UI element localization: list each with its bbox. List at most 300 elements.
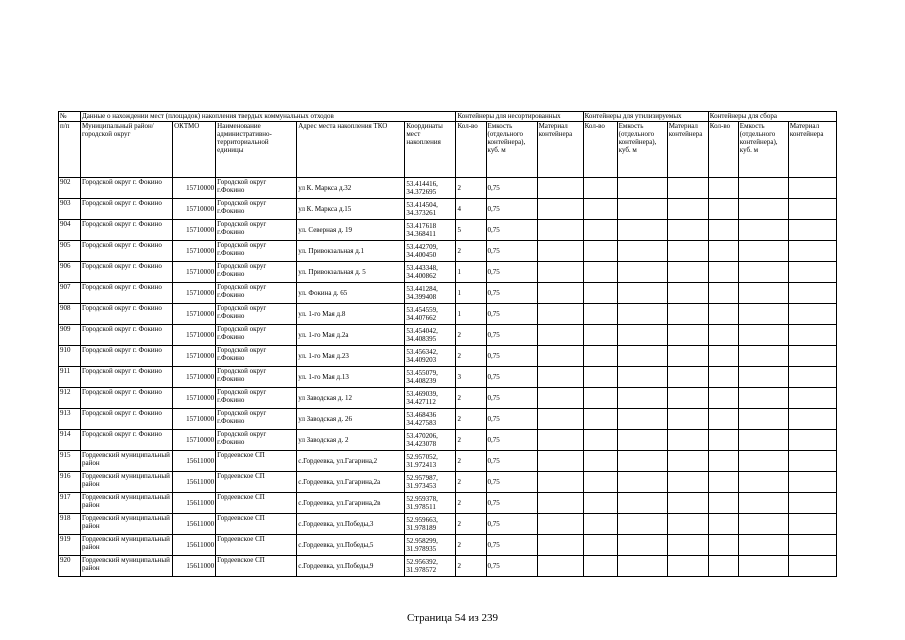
row-collect-material bbox=[788, 346, 836, 367]
row-unsorted-count: 2 bbox=[456, 556, 486, 577]
row-unsorted-volume: 0,75 bbox=[486, 535, 537, 556]
row-collect-count bbox=[708, 367, 738, 388]
row-recycle-material bbox=[667, 346, 708, 367]
row-recycle-material bbox=[667, 199, 708, 220]
row-unsorted-material bbox=[537, 283, 583, 304]
row-recycle-material bbox=[667, 262, 708, 283]
row-recycle-count bbox=[583, 388, 617, 409]
row-collect-count bbox=[708, 304, 738, 325]
row-collect-count bbox=[708, 220, 738, 241]
row-unsorted-material bbox=[537, 535, 583, 556]
row-coordinates: 53.454042, 34.408395 bbox=[405, 325, 456, 346]
row-recycle-material bbox=[667, 325, 708, 346]
row-oktmo: 15611000 bbox=[173, 556, 216, 577]
row-admin-unit: Городской округ г.Фокино bbox=[216, 220, 297, 241]
row-unsorted-material bbox=[537, 199, 583, 220]
row-recycle-material bbox=[667, 304, 708, 325]
row-recycle-material bbox=[667, 535, 708, 556]
row-recycle-material bbox=[667, 451, 708, 472]
row-oktmo: 15710000 bbox=[173, 304, 216, 325]
row-collect-material bbox=[788, 430, 836, 451]
row-number: 906 bbox=[59, 262, 81, 283]
row-recycle-count bbox=[583, 535, 617, 556]
row-recycle-material bbox=[667, 472, 708, 493]
row-municipal: Гордеевский муниципальный район bbox=[81, 556, 173, 577]
header-row-columns bbox=[59, 122, 837, 178]
row-municipal: Городской округ г. Фокино bbox=[81, 283, 173, 304]
row-municipal: Городской округ г. Фокино bbox=[81, 178, 173, 199]
row-unsorted-count: 2 bbox=[456, 535, 486, 556]
row-number: 909 bbox=[59, 325, 81, 346]
row-collect-volume bbox=[738, 262, 788, 283]
table-row bbox=[59, 514, 837, 535]
row-collect-material bbox=[788, 241, 836, 262]
row-collect-volume bbox=[738, 472, 788, 493]
row-unsorted-material bbox=[537, 556, 583, 577]
row-collect-material bbox=[788, 283, 836, 304]
row-collect-volume bbox=[738, 346, 788, 367]
row-collect-material bbox=[788, 262, 836, 283]
row-address: ул. Фокина д. 65 bbox=[297, 283, 405, 304]
row-unsorted-volume: 0,75 bbox=[486, 367, 537, 388]
row-municipal: Городской округ г. Фокино bbox=[81, 325, 173, 346]
row-coordinates: 53.455079, 34.408239 bbox=[405, 367, 456, 388]
header-unsorted-volume: Емкость (отдельного контейнера), куб. м bbox=[486, 122, 537, 178]
row-unsorted-material bbox=[537, 430, 583, 451]
row-collect-material bbox=[788, 535, 836, 556]
row-recycle-count bbox=[583, 178, 617, 199]
row-unsorted-count: 2 bbox=[456, 178, 486, 199]
header-row-groups bbox=[59, 112, 837, 122]
table-row bbox=[59, 199, 837, 220]
row-unsorted-volume: 0,75 bbox=[486, 514, 537, 535]
row-oktmo: 15710000 bbox=[173, 325, 216, 346]
row-collect-volume bbox=[738, 556, 788, 577]
row-collect-count bbox=[708, 430, 738, 451]
row-coordinates: 53.469039, 34.427112 bbox=[405, 388, 456, 409]
row-collect-material bbox=[788, 514, 836, 535]
row-unsorted-count: 2 bbox=[456, 493, 486, 514]
row-unsorted-volume: 0,75 bbox=[486, 346, 537, 367]
row-admin-unit: Городской округ г.Фокино bbox=[216, 409, 297, 430]
table-body bbox=[59, 178, 837, 577]
page-number: Страница 54 из 239 bbox=[406, 612, 499, 624]
row-number: 919 bbox=[59, 535, 81, 556]
row-municipal: Гордеевский муниципальный район bbox=[81, 451, 173, 472]
row-collect-volume bbox=[738, 430, 788, 451]
row-collect-count bbox=[708, 346, 738, 367]
table-row bbox=[59, 178, 837, 199]
row-number: 912 bbox=[59, 388, 81, 409]
row-recycle-count bbox=[583, 493, 617, 514]
row-coordinates: 53.454559, 34.407662 bbox=[405, 304, 456, 325]
row-coordinates: 52.959378, 31.978511 bbox=[405, 493, 456, 514]
row-collect-count bbox=[708, 241, 738, 262]
row-address: ул. Привокзальная д.1 bbox=[297, 241, 405, 262]
row-address: с.Гордеевка, ул.Победы,5 bbox=[297, 535, 405, 556]
table-row bbox=[59, 451, 837, 472]
header-admin-unit: Наименование административно-территориальной единицы bbox=[216, 122, 297, 178]
header-num-top: № bbox=[59, 112, 81, 122]
row-unsorted-material bbox=[537, 451, 583, 472]
row-admin-unit: Городской округ г.Фокино bbox=[216, 178, 297, 199]
row-municipal: Городской округ г. Фокино bbox=[81, 241, 173, 262]
row-collect-volume bbox=[738, 514, 788, 535]
row-recycle-count bbox=[583, 304, 617, 325]
row-number: 904 bbox=[59, 220, 81, 241]
row-coordinates: 52.957987, 31.973453 bbox=[405, 472, 456, 493]
row-unsorted-count: 2 bbox=[456, 451, 486, 472]
row-municipal: Городской округ г. Фокино bbox=[81, 388, 173, 409]
row-collect-count bbox=[708, 199, 738, 220]
row-recycle-count bbox=[583, 262, 617, 283]
row-admin-unit: Городской округ г.Фокино bbox=[216, 430, 297, 451]
row-oktmo: 15710000 bbox=[173, 346, 216, 367]
table-row bbox=[59, 304, 837, 325]
row-number: 918 bbox=[59, 514, 81, 535]
row-number: 920 bbox=[59, 556, 81, 577]
header-oktmo: ОКТМО bbox=[173, 122, 216, 178]
row-address: ул. 1-го Мая д.2а bbox=[297, 325, 405, 346]
row-coordinates: 53.470206, 34.423078 bbox=[405, 430, 456, 451]
row-recycle-count bbox=[583, 556, 617, 577]
table-row bbox=[59, 472, 837, 493]
row-admin-unit: Городской округ г.Фокино bbox=[216, 199, 297, 220]
header-collect-material: Материал контейнера bbox=[788, 122, 836, 178]
row-recycle-count bbox=[583, 283, 617, 304]
row-recycle-material bbox=[667, 493, 708, 514]
row-collect-volume bbox=[738, 241, 788, 262]
row-unsorted-volume: 0,75 bbox=[486, 556, 537, 577]
row-unsorted-volume: 0,75 bbox=[486, 325, 537, 346]
row-unsorted-volume: 0,75 bbox=[486, 304, 537, 325]
row-number: 917 bbox=[59, 493, 81, 514]
row-address: ул Заводская д. 12 bbox=[297, 388, 405, 409]
row-admin-unit: Городской округ г.Фокино bbox=[216, 241, 297, 262]
row-unsorted-material bbox=[537, 325, 583, 346]
row-collect-count bbox=[708, 409, 738, 430]
row-address: ул. Северная д. 19 bbox=[297, 220, 405, 241]
row-address: с.Гордеевка, ул.Победы,9 bbox=[297, 556, 405, 577]
row-collect-volume bbox=[738, 283, 788, 304]
row-unsorted-count: 4 bbox=[456, 199, 486, 220]
row-address: с.Гордеевка, ул.Победы,3 bbox=[297, 514, 405, 535]
table-row bbox=[59, 283, 837, 304]
header-recycle-material: Материал контейнера bbox=[667, 122, 708, 178]
row-oktmo: 15611000 bbox=[173, 535, 216, 556]
row-collect-material bbox=[788, 367, 836, 388]
row-collect-count bbox=[708, 283, 738, 304]
row-unsorted-material bbox=[537, 178, 583, 199]
header-unsorted-material: Материал контейнера bbox=[537, 122, 583, 178]
row-number: 903 bbox=[59, 199, 81, 220]
row-recycle-count bbox=[583, 451, 617, 472]
row-municipal: Гордеевский муниципальный район bbox=[81, 514, 173, 535]
header-collect-count: Кол-во bbox=[708, 122, 738, 178]
row-coordinates: 53.417618 34.368411 bbox=[405, 220, 456, 241]
row-number: 908 bbox=[59, 304, 81, 325]
row-collect-material bbox=[788, 199, 836, 220]
row-coordinates: 52.957052, 31.972413 bbox=[405, 451, 456, 472]
row-unsorted-material bbox=[537, 472, 583, 493]
row-number: 914 bbox=[59, 430, 81, 451]
row-collect-volume bbox=[738, 220, 788, 241]
row-unsorted-volume: 0,75 bbox=[486, 220, 537, 241]
table-row bbox=[59, 535, 837, 556]
row-collect-volume bbox=[738, 535, 788, 556]
row-collect-volume bbox=[738, 199, 788, 220]
row-collect-count bbox=[708, 556, 738, 577]
row-unsorted-material bbox=[537, 241, 583, 262]
row-collect-volume bbox=[738, 178, 788, 199]
row-unsorted-count: 2 bbox=[456, 346, 486, 367]
row-unsorted-material bbox=[537, 346, 583, 367]
row-recycle-material bbox=[667, 388, 708, 409]
row-municipal: Городской округ г. Фокино bbox=[81, 220, 173, 241]
row-collect-volume bbox=[738, 451, 788, 472]
row-recycle-material bbox=[667, 556, 708, 577]
row-oktmo: 15611000 bbox=[173, 493, 216, 514]
row-unsorted-count: 3 bbox=[456, 367, 486, 388]
row-unsorted-count: 2 bbox=[456, 409, 486, 430]
row-coordinates: 53.414504, 34.373261 bbox=[405, 199, 456, 220]
row-coordinates: 53.443348, 34.400862 bbox=[405, 262, 456, 283]
row-number: 916 bbox=[59, 472, 81, 493]
row-recycle-count bbox=[583, 430, 617, 451]
row-municipal: Городской округ г. Фокино bbox=[81, 199, 173, 220]
row-municipal: Городской округ г. Фокино bbox=[81, 430, 173, 451]
row-unsorted-volume: 0,75 bbox=[486, 241, 537, 262]
row-address: ул. Привокзальная д. 5 bbox=[297, 262, 405, 283]
row-coordinates: 53.414416, 34.372695 bbox=[405, 178, 456, 199]
row-municipal: Гордеевский муниципальный район bbox=[81, 472, 173, 493]
row-collect-count bbox=[708, 262, 738, 283]
row-address: ул Заводская д. 2 bbox=[297, 430, 405, 451]
row-oktmo: 15710000 bbox=[173, 388, 216, 409]
row-address: ул К. Маркса д.15 bbox=[297, 199, 405, 220]
row-address: ул К. Маркса д.32 bbox=[297, 178, 405, 199]
row-municipal: Гордеевский муниципальный район bbox=[81, 493, 173, 514]
row-collect-volume bbox=[738, 493, 788, 514]
row-unsorted-count: 2 bbox=[456, 388, 486, 409]
row-unsorted-material bbox=[537, 262, 583, 283]
table-row bbox=[59, 493, 837, 514]
row-recycle-count bbox=[583, 409, 617, 430]
row-number: 913 bbox=[59, 409, 81, 430]
row-recycle-volume bbox=[617, 241, 667, 262]
row-collect-count bbox=[708, 178, 738, 199]
row-coordinates: 53.468436 34.427583 bbox=[405, 409, 456, 430]
row-recycle-volume bbox=[617, 493, 667, 514]
row-number: 915 bbox=[59, 451, 81, 472]
row-oktmo: 15710000 bbox=[173, 367, 216, 388]
row-collect-volume bbox=[738, 409, 788, 430]
row-admin-unit: Городской округ г.Фокино bbox=[216, 367, 297, 388]
row-unsorted-count: 5 bbox=[456, 220, 486, 241]
row-recycle-volume bbox=[617, 556, 667, 577]
row-unsorted-material bbox=[537, 367, 583, 388]
row-collect-material bbox=[788, 304, 836, 325]
row-unsorted-count: 1 bbox=[456, 262, 486, 283]
row-admin-unit: Городской округ г.Фокино bbox=[216, 325, 297, 346]
row-address: с.Гордеевка, ул.Гагарина,2 bbox=[297, 451, 405, 472]
row-collect-material bbox=[788, 493, 836, 514]
row-recycle-volume bbox=[617, 514, 667, 535]
row-unsorted-material bbox=[537, 220, 583, 241]
table-row bbox=[59, 556, 837, 577]
row-recycle-volume bbox=[617, 430, 667, 451]
row-recycle-count bbox=[583, 199, 617, 220]
row-oktmo: 15611000 bbox=[173, 514, 216, 535]
table-row bbox=[59, 367, 837, 388]
row-coordinates: 53.442709, 34.400450 bbox=[405, 241, 456, 262]
row-collect-count bbox=[708, 472, 738, 493]
row-unsorted-material bbox=[537, 493, 583, 514]
row-recycle-volume bbox=[617, 262, 667, 283]
row-recycle-count bbox=[583, 325, 617, 346]
row-admin-unit: Гордеевское СП bbox=[216, 514, 297, 535]
row-recycle-volume bbox=[617, 472, 667, 493]
row-collect-count bbox=[708, 388, 738, 409]
row-unsorted-material bbox=[537, 388, 583, 409]
row-unsorted-volume: 0,75 bbox=[486, 409, 537, 430]
row-number: 907 bbox=[59, 283, 81, 304]
row-address: ул. 1-го Мая д.13 bbox=[297, 367, 405, 388]
row-recycle-material bbox=[667, 241, 708, 262]
row-collect-count bbox=[708, 493, 738, 514]
row-recycle-count bbox=[583, 346, 617, 367]
row-unsorted-volume: 0,75 bbox=[486, 388, 537, 409]
row-recycle-volume bbox=[617, 178, 667, 199]
row-municipal: Гордеевский муниципальный район bbox=[81, 535, 173, 556]
row-collect-volume bbox=[738, 367, 788, 388]
row-recycle-material bbox=[667, 367, 708, 388]
row-admin-unit: Гордеевское СП bbox=[216, 535, 297, 556]
row-recycle-material bbox=[667, 514, 708, 535]
row-unsorted-volume: 0,75 bbox=[486, 430, 537, 451]
row-unsorted-material bbox=[537, 304, 583, 325]
row-oktmo: 15710000 bbox=[173, 220, 216, 241]
row-oktmo: 15611000 bbox=[173, 472, 216, 493]
row-unsorted-count: 2 bbox=[456, 430, 486, 451]
row-recycle-count bbox=[583, 241, 617, 262]
header-group-location: Данные о нахождении мест (площадок) накопления твердых коммунальных отходов bbox=[81, 112, 456, 122]
row-collect-count bbox=[708, 535, 738, 556]
row-coordinates: 53.441284, 34.399408 bbox=[405, 283, 456, 304]
table-row bbox=[59, 241, 837, 262]
row-unsorted-material bbox=[537, 409, 583, 430]
row-recycle-volume bbox=[617, 304, 667, 325]
table-row bbox=[59, 220, 837, 241]
row-recycle-volume bbox=[617, 388, 667, 409]
table-row bbox=[59, 388, 837, 409]
row-number: 911 bbox=[59, 367, 81, 388]
row-collect-material bbox=[788, 556, 836, 577]
row-collect-volume bbox=[738, 304, 788, 325]
header-coordinates: Координаты мест накопления bbox=[405, 122, 456, 178]
row-collect-count bbox=[708, 514, 738, 535]
row-number: 905 bbox=[59, 241, 81, 262]
row-admin-unit: Гордеевское СП bbox=[216, 556, 297, 577]
row-coordinates: 52.956392, 31.978572 bbox=[405, 556, 456, 577]
row-admin-unit: Городской округ г.Фокино bbox=[216, 388, 297, 409]
header-recycle-volume: Емкость (отдельного контейнера), куб. м bbox=[617, 122, 667, 178]
row-recycle-volume bbox=[617, 409, 667, 430]
row-unsorted-volume: 0,75 bbox=[486, 178, 537, 199]
row-address: с.Гордеевка, ул.Гагарина,2а bbox=[297, 472, 405, 493]
row-oktmo: 15710000 bbox=[173, 283, 216, 304]
header-municipal: Муниципальный район/городской округ bbox=[81, 122, 173, 178]
table-row bbox=[59, 409, 837, 430]
row-recycle-count bbox=[583, 220, 617, 241]
row-recycle-count bbox=[583, 367, 617, 388]
row-municipal: Городской округ г. Фокино bbox=[81, 304, 173, 325]
row-municipal: Городской округ г. Фокино bbox=[81, 262, 173, 283]
container-sites-table bbox=[58, 111, 837, 577]
row-unsorted-volume: 0,75 bbox=[486, 493, 537, 514]
row-collect-material bbox=[788, 451, 836, 472]
header-unsorted-count: Кол-во bbox=[456, 122, 486, 178]
row-admin-unit: Городской округ г.Фокино bbox=[216, 283, 297, 304]
row-recycle-volume bbox=[617, 220, 667, 241]
row-recycle-material bbox=[667, 178, 708, 199]
table-row bbox=[59, 430, 837, 451]
row-admin-unit: Городской округ г.Фокино bbox=[216, 346, 297, 367]
row-address: ул. 1-го Мая д.8 bbox=[297, 304, 405, 325]
row-collect-volume bbox=[738, 388, 788, 409]
row-unsorted-volume: 0,75 bbox=[486, 451, 537, 472]
header-address: Адрес места накопления ТКО bbox=[297, 122, 405, 178]
row-collect-material bbox=[788, 388, 836, 409]
row-admin-unit: Городской округ г.Фокино bbox=[216, 304, 297, 325]
row-number: 902 bbox=[59, 178, 81, 199]
row-municipal: Городской округ г. Фокино bbox=[81, 346, 173, 367]
row-oktmo: 15710000 bbox=[173, 199, 216, 220]
row-admin-unit: Гордеевское СП bbox=[216, 451, 297, 472]
row-number: 910 bbox=[59, 346, 81, 367]
row-collect-material bbox=[788, 409, 836, 430]
row-recycle-volume bbox=[617, 325, 667, 346]
row-recycle-material bbox=[667, 283, 708, 304]
row-collect-material bbox=[788, 178, 836, 199]
row-admin-unit: Гордеевское СП bbox=[216, 493, 297, 514]
row-unsorted-volume: 0,75 bbox=[486, 199, 537, 220]
row-unsorted-count: 2 bbox=[456, 472, 486, 493]
row-address: ул. 1-го Мая д.23 bbox=[297, 346, 405, 367]
row-recycle-count bbox=[583, 472, 617, 493]
row-unsorted-count: 1 bbox=[456, 283, 486, 304]
row-recycle-material bbox=[667, 409, 708, 430]
row-oktmo: 15710000 bbox=[173, 178, 216, 199]
row-recycle-count bbox=[583, 514, 617, 535]
row-collect-count bbox=[708, 451, 738, 472]
table-row bbox=[59, 262, 837, 283]
row-oktmo: 15611000 bbox=[173, 451, 216, 472]
row-collect-volume bbox=[738, 325, 788, 346]
header-group-recycle: Контейнеры для утилизируемых bbox=[583, 112, 708, 122]
row-admin-unit: Гордеевское СП bbox=[216, 472, 297, 493]
row-recycle-material bbox=[667, 220, 708, 241]
row-recycle-volume bbox=[617, 367, 667, 388]
row-collect-count bbox=[708, 325, 738, 346]
header-num-bottom: п/п bbox=[59, 122, 81, 178]
row-address: с.Гордеевка, ул.Гагарина,2в bbox=[297, 493, 405, 514]
row-coordinates: 52.958299, 31.978935 bbox=[405, 535, 456, 556]
row-unsorted-count: 1 bbox=[456, 304, 486, 325]
row-municipal: Городской округ г. Фокино bbox=[81, 367, 173, 388]
row-unsorted-volume: 0,75 bbox=[486, 283, 537, 304]
row-oktmo: 15710000 bbox=[173, 262, 216, 283]
